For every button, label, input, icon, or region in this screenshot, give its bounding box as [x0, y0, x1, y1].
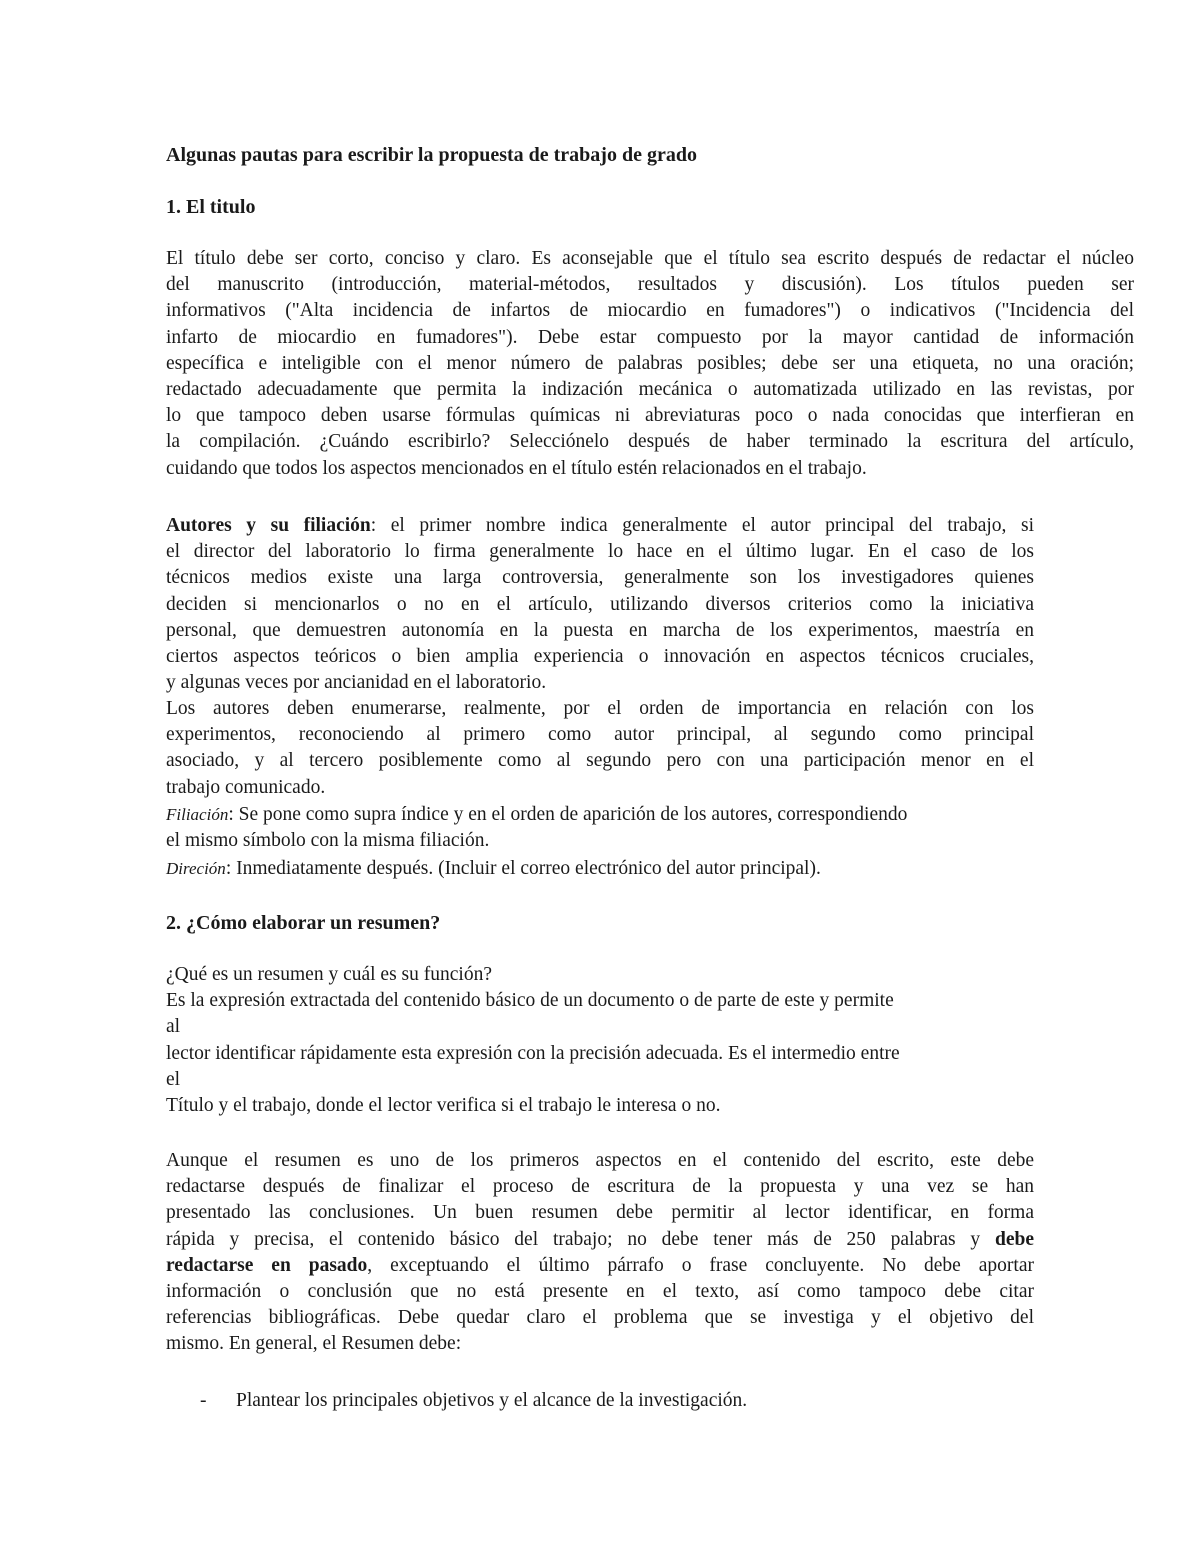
text-line: lector identificar rápidamente esta expresión con la precisión adecuada. Es el intermedio entre [166, 1042, 900, 1064]
text-line: personal, que demuestren autonomía en la puesta en marcha de los experimentos, maestría en [166, 619, 1034, 641]
autores-label: Autores y su filiación [166, 515, 371, 536]
text-line: información o conclusión que no está presente en el texto, así como tampoco debe citar [166, 1281, 1034, 1303]
text-line: informativos ("Alta incidencia de infartos de miocardio en fumadores") o indicativos ("Incidencia del [166, 300, 1134, 322]
text-line: trabajo comunicado. [166, 776, 326, 798]
text-line [166, 1253, 1034, 1279]
text-line: redactado adecuadamente que permita la indización mecánica o automatizada utilizado en las revistas, por [166, 379, 1134, 401]
list-dash: - [200, 1390, 207, 1411]
list-item-text: Plantear los principales objetivos y el alcance de la investigación. [236, 1390, 748, 1411]
text-line: deciden si mencionarlos o no en el artículo, utilizando diversos criterios como la iniciativa [166, 593, 1034, 615]
text-line: Los autores deben enumerarse, realmente, por el orden de importancia en relación con los [166, 698, 1034, 719]
paragraph-autores [166, 513, 1034, 696]
text-line: El título debe ser corto, conciso y claro. Es aconsejable que el título sea escrito después de redactar el núcleo [166, 248, 1134, 269]
paragraph-filiacion [166, 802, 1034, 854]
text-line: el [166, 1068, 181, 1090]
text-line: infarto de miocardio en fumadores"). Debe estar compuesto por la mayor cantidad de información [166, 326, 1134, 348]
direccion-text: : Inmediatamente después. (Incluir el correo electrónico del autor principal). [225, 858, 821, 879]
paragraph-resumen-definicion [166, 962, 1034, 1119]
paragraph-direccion [166, 856, 1034, 882]
text-line: y algunas veces por ancianidad en el laboratorio. [166, 672, 547, 694]
resumen-line5: , exceptuando el último párrafo o frase concluyente. No debe aportar [367, 1254, 1034, 1276]
resumen-bold-debe: debe [995, 1228, 1034, 1250]
text-line [166, 802, 1034, 828]
text-line [166, 513, 1034, 539]
filiacion-label: Filiación [166, 805, 229, 824]
text-line: Título y el trabajo, donde el lector verifica si el trabajo le interesa o no. [166, 1095, 721, 1117]
autores-first-line: : el primer nombre indica generalmente el autor principal del trabajo, si [370, 515, 1034, 536]
text-line [166, 856, 1034, 882]
resumen-line4: rápida y precisa, el contenido básico del trabajo; no debe tener más de 250 palabras y [166, 1228, 995, 1250]
text-line: del manuscrito (introducción, material-métodos, resultados y discusión). Los títulos pueden ser [166, 274, 1134, 296]
paragraph-titulo [166, 246, 1134, 482]
text-line: el mismo símbolo con la misma filiación. [166, 830, 490, 852]
paragraph-orden-autores [166, 696, 1034, 801]
direccion-label: Direción [166, 859, 226, 878]
text-line: cuidando que todos los aspectos mencionados en el título estén relacionados en el trabajo. [166, 457, 867, 479]
list-item [200, 1388, 747, 1414]
text-line: Aunque el resumen es uno de los primeros aspectos en el contenido del escrito, este debe [166, 1150, 1034, 1171]
section-heading-titulo: 1. El titulo [166, 196, 256, 218]
document-title: Algunas pautas para escribir la propuesta de trabajo de grado [166, 144, 697, 166]
text-line: referencias bibliográficas. Debe quedar claro el problema que se investiga y el objetivo del [166, 1307, 1034, 1329]
resumen-bold-pasado: redactarse en pasado [166, 1254, 368, 1276]
section-heading-resumen: 2. ¿Cómo elaborar un resumen? [166, 912, 441, 934]
text-line: al [166, 1016, 181, 1038]
filiacion-text: : Se pone como supra índice y en el orden de aparición de los autores, correspondiendo [228, 804, 908, 825]
text-line: mismo. En general, el Resumen debe: [166, 1333, 462, 1355]
paragraph-resumen [166, 1148, 1034, 1358]
text-line: ciertos aspectos teóricos o bien amplia experiencia o innovación en aspectos técnicos cruciales, [166, 646, 1034, 668]
text-line: técnicos medios existe una larga controversia, generalmente son los investigadores quienes [166, 567, 1034, 589]
text-line [166, 1227, 1034, 1253]
text-line: presentado las conclusiones. Un buen resumen debe permitir al lector identificar, en forma [166, 1202, 1034, 1224]
text-line: redactarse después de finalizar el proceso de escritura de la propuesta y una vez se han [166, 1176, 1034, 1198]
text-line: ¿Qué es un resumen y cuál es su función? [166, 964, 492, 985]
text-line: Es la expresión extractada del contenido básico de un documento o de parte de este y permite [166, 990, 894, 1012]
text-line: el director del laboratorio lo firma generalmente lo hace en el último lugar. En el caso de los [166, 541, 1034, 563]
text-line: la compilación. ¿Cuándo escribirlo? Selecciónelo después de haber terminado la escritura del artículo, [166, 431, 1134, 453]
text-line: lo que tampoco deben usarse fórmulas químicas ni abreviaturas poco o nada conocidas que interfieran en [166, 405, 1134, 427]
text-line: asociado, y al tercero posiblemente como al segundo pero con una participación menor en el [166, 750, 1034, 772]
text-line: experimentos, reconociendo al primero como autor principal, al segundo como principal [166, 724, 1034, 746]
text-line: específica e inteligible con el menor número de palabras posibles; debe ser una etiqueta, no una oración; [166, 352, 1134, 374]
